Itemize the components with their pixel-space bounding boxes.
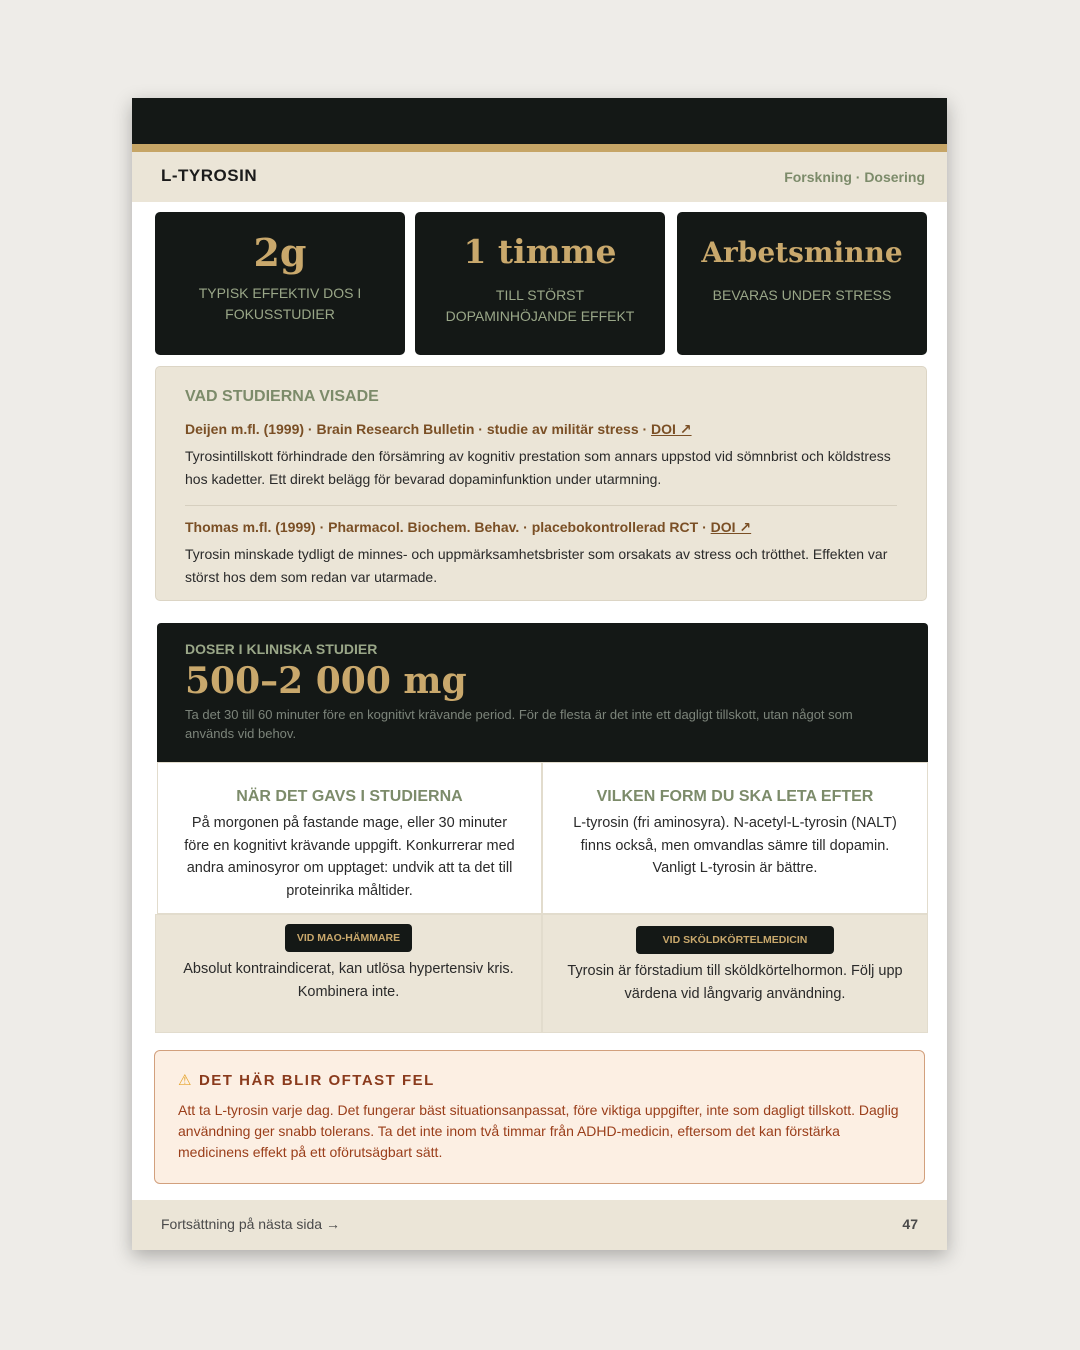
studies-heading: VAD STUDIERNA VISADE bbox=[185, 388, 379, 405]
studies-section bbox=[155, 366, 927, 601]
alert-heading: DET HÄR BLIR OFTAST FEL bbox=[198, 1072, 435, 1089]
page-number: 47 bbox=[902, 1216, 918, 1232]
divider bbox=[185, 505, 897, 506]
stat-card-time bbox=[415, 212, 665, 355]
stat-value: 1 timme bbox=[463, 232, 617, 271]
warning-text: Absolut kontraindicerat, kan utlösa hypertensiv kris. Kombinera inte. bbox=[183, 961, 514, 1000]
study-citation bbox=[185, 519, 751, 536]
page-footer bbox=[132, 1200, 947, 1250]
page-header bbox=[132, 152, 947, 202]
study-summary: Tyrosin minskade tydligt de minnes- och uppmärksamhetsbrister som orsakats av stress och trötthet. Effekten var störst hos dem som redan var utarmade. bbox=[185, 546, 888, 585]
warning-cell-thyroid bbox=[542, 914, 928, 1033]
dose-label: DOSER I KLINISKA STUDIER bbox=[185, 641, 378, 657]
citation-text: Deijen m.fl. (1999) · Brain Research Bulletin · studie av militär stress · bbox=[185, 421, 652, 437]
info-heading: NÄR DET GAVS I STUDIERNA bbox=[236, 788, 463, 805]
study-citation bbox=[185, 421, 692, 438]
stat-label: TILL STÖRST DOPAMINHÖJANDE EFFEKT bbox=[445, 287, 635, 324]
dose-amount: 500–2 000 mg bbox=[185, 660, 467, 702]
stat-value: 2g bbox=[253, 230, 307, 275]
info-cell-form bbox=[542, 762, 928, 914]
citation-text: Thomas m.fl. (1999) · Pharmacol. Biochem. Behav. · placebokontrollerad RCT · bbox=[185, 519, 711, 535]
doi-link[interactable]: DOI ↗ bbox=[710, 519, 752, 535]
stat-card-dose bbox=[155, 212, 405, 355]
stat-label: BEVARAS UNDER STRESS bbox=[712, 287, 892, 303]
continue-link[interactable]: Fortsättning på nästa sida → bbox=[161, 1216, 340, 1232]
document-page bbox=[132, 98, 947, 1250]
section-breadcrumb: Forskning · Dosering bbox=[784, 169, 925, 185]
doi-link[interactable]: DOI ↗ bbox=[651, 421, 692, 437]
alert-text: Att ta L-tyrosin varje dag. Det fungerar bäst situationsanpassat, före viktiga uppgifter, inte som dagligt tillskott. Daglig användning ger snabb tolerans. Ta det inte inom två timmar från ADHD-medicin, eftersom det kan förstärka medicinens effekt på ett oförutsägbart sätt. bbox=[178, 1102, 899, 1160]
study-summary: Tyrosintillskott förhindrade den försämring av kognitiv prestation som annars uppstod vid sömnbrist och köldstress hos kadetter. Ett direkt belägg för bevarad dopaminfunktion under utarmning. bbox=[185, 448, 891, 487]
info-text: L-tyrosin (fri aminosyra). N-acetyl-L-tyrosin (NALT) finns också, men omvandlas sämre till dopamin. Vanligt L-tyrosin är bättre. bbox=[573, 815, 897, 876]
info-heading: VILKEN FORM DU SKA LETA EFTER bbox=[596, 788, 874, 805]
top-bar bbox=[132, 98, 947, 144]
dose-panel bbox=[157, 623, 928, 762]
info-text: På morgonen på fastande mage, eller 30 minuter före en kognitivt krävande uppgift. Konkurrerar med andra aminosyror om upptaget: undvik att ta det till proteinrika måltider. bbox=[184, 815, 515, 899]
page-title: L-TYROSIN bbox=[161, 166, 258, 185]
warning-text: Tyrosin är förstadium till sköldkörtelhormon. Följ upp värdena vid långvarig användning. bbox=[567, 963, 903, 1002]
common-mistake-alert bbox=[154, 1050, 925, 1184]
warning-tag: VID SKÖLDKÖRTELMEDICIN bbox=[636, 926, 835, 954]
stat-value: Arbetsminne bbox=[701, 236, 903, 269]
accent-line bbox=[132, 144, 947, 152]
warning-cell-mao bbox=[155, 914, 542, 1033]
info-cell-timing bbox=[157, 762, 542, 914]
stat-card-memory bbox=[677, 212, 927, 355]
alert-heading-row bbox=[178, 1071, 435, 1089]
dose-description: Ta det 30 till 60 minuter före en kognitivt krävande period. För de flesta är det inte ett dagligt tillskott, utan något som används vid behov. bbox=[185, 707, 853, 741]
stat-label: TYPISK EFFEKTIV DOS I FOKUSSTUDIER bbox=[198, 285, 362, 322]
warning-tag: VID MAO-HÄMMARE bbox=[285, 924, 412, 952]
warning-icon: ⚠ bbox=[178, 1072, 193, 1089]
